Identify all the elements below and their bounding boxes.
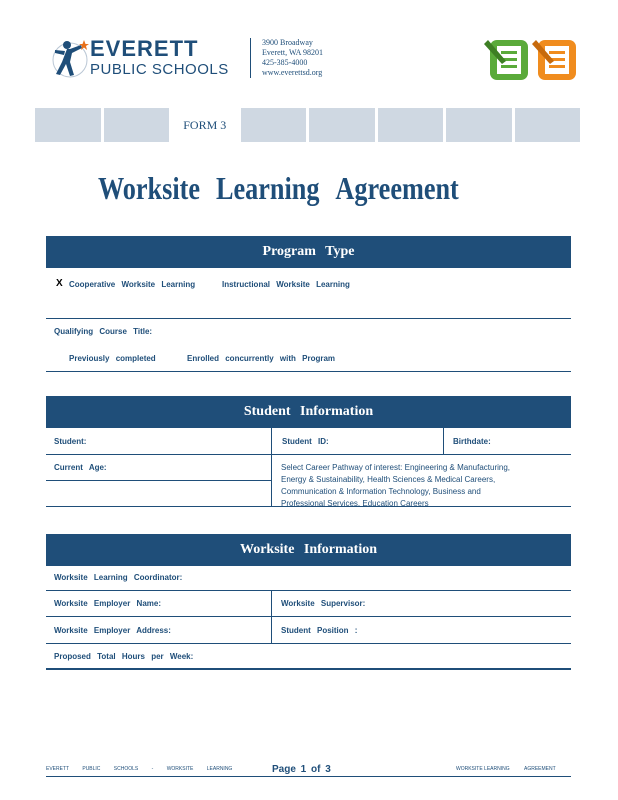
section-heading: Student Information — [46, 396, 571, 428]
tab-blank[interactable] — [446, 108, 512, 142]
logo-line-1: EVERETT — [90, 36, 199, 61]
cell-divider — [271, 591, 272, 617]
employer-name-row — [46, 591, 571, 617]
course-title-label: Qualifying Course Title: — [54, 327, 153, 336]
employer-name-field-label[interactable]: Worksite Employer Name: — [54, 599, 161, 608]
program-options-row — [46, 268, 571, 319]
address-line: 3900 Broadway — [262, 38, 313, 47]
course-title-row — [46, 319, 571, 372]
form-tab-bar — [35, 108, 580, 142]
option-previously-completed[interactable]: Previously completed — [69, 354, 156, 363]
option-cooperative[interactable]: Cooperative Worksite Learning — [69, 280, 196, 289]
cell-divider — [271, 455, 272, 507]
option-enrolled-concurrently[interactable]: Enrolled concurrently with Program — [187, 354, 336, 363]
student-position-field-label[interactable]: Student Position : — [281, 626, 358, 635]
address-line: Everett, WA 98201 — [262, 48, 323, 57]
address-line: 425-385-4000 — [262, 58, 308, 67]
address-line: www.everettsd.org — [262, 68, 323, 77]
student-field-label[interactable]: Student: — [54, 437, 87, 446]
employer-address-row — [46, 617, 571, 644]
tab-blank[interactable] — [104, 108, 170, 142]
student-info-section — [46, 396, 571, 507]
page-footer — [46, 764, 571, 776]
footer-right-text: WORKSITE LEARNING — [456, 766, 510, 772]
checklist-orange-icon[interactable] — [532, 40, 576, 80]
checkbox-mark[interactable]: X — [56, 278, 63, 289]
section-heading: Worksite Information — [46, 534, 571, 566]
tab-blank[interactable] — [35, 108, 101, 142]
worksite-info-section — [46, 534, 571, 670]
cell-divider — [271, 428, 272, 455]
tab-blank[interactable] — [515, 108, 581, 142]
program-type-section — [46, 236, 571, 372]
employer-address-field-label[interactable]: Worksite Employer Address: — [54, 626, 171, 635]
document-title — [98, 170, 459, 207]
footer-right-text: AGREEMENT — [524, 766, 556, 772]
coordinator-row — [46, 566, 571, 591]
title-word: Worksite — [98, 170, 201, 206]
logo-line-2: PUBLIC SCHOOLS — [90, 61, 229, 78]
option-instructional[interactable]: Instructional Worksite Learning — [222, 280, 350, 289]
supervisor-field-label[interactable]: Worksite Supervisor: — [281, 599, 366, 608]
letterhead — [50, 34, 590, 84]
tab-blank[interactable] — [378, 108, 444, 142]
section-heading: Program Type — [46, 236, 571, 268]
tab-blank[interactable] — [241, 108, 307, 142]
title-word: Agreement — [335, 170, 459, 206]
birthdate-field-label[interactable]: Birthdate: — [453, 437, 491, 446]
footer-left-text: EVERETT PUBLIC SCHOOLS - WORKSITE LEARNING — [46, 766, 233, 772]
tab-blank[interactable] — [309, 108, 375, 142]
coordinator-field-label[interactable]: Worksite Learning Coordinator: — [54, 573, 183, 582]
career-pathway-select[interactable]: Select Career Pathway of interest: Engineering & Manufacturing, Energy & Sustainability, Health Sciences & Medical Careers, Communication & Information Technology, Business and Professional Services, Education Careers — [281, 463, 511, 508]
footer-rule — [46, 776, 571, 777]
current-age-field-label[interactable]: Current Age: — [54, 463, 107, 472]
cell-divider — [443, 428, 444, 455]
district-logo-text — [90, 38, 229, 77]
checklist-green-icon[interactable] — [484, 40, 528, 80]
student-id-row — [46, 428, 571, 455]
header-app-icons — [480, 34, 590, 84]
district-address — [262, 38, 323, 78]
district-logo-icon — [50, 36, 90, 80]
title-word: Learning — [215, 170, 320, 206]
hours-field-label[interactable]: Proposed Total Hours per Week: — [54, 652, 194, 661]
age-pathway-row — [46, 455, 571, 507]
cell-divider — [271, 617, 272, 644]
tab-form-label: FORM 3 — [183, 117, 227, 132]
student-id-field-label[interactable]: Student ID: — [282, 437, 329, 446]
age-row-divider — [46, 480, 271, 481]
tab-form-3[interactable] — [172, 108, 238, 142]
header-divider — [250, 38, 251, 78]
page-number: Page 1 of 3 — [272, 764, 331, 775]
hours-row — [46, 644, 571, 670]
